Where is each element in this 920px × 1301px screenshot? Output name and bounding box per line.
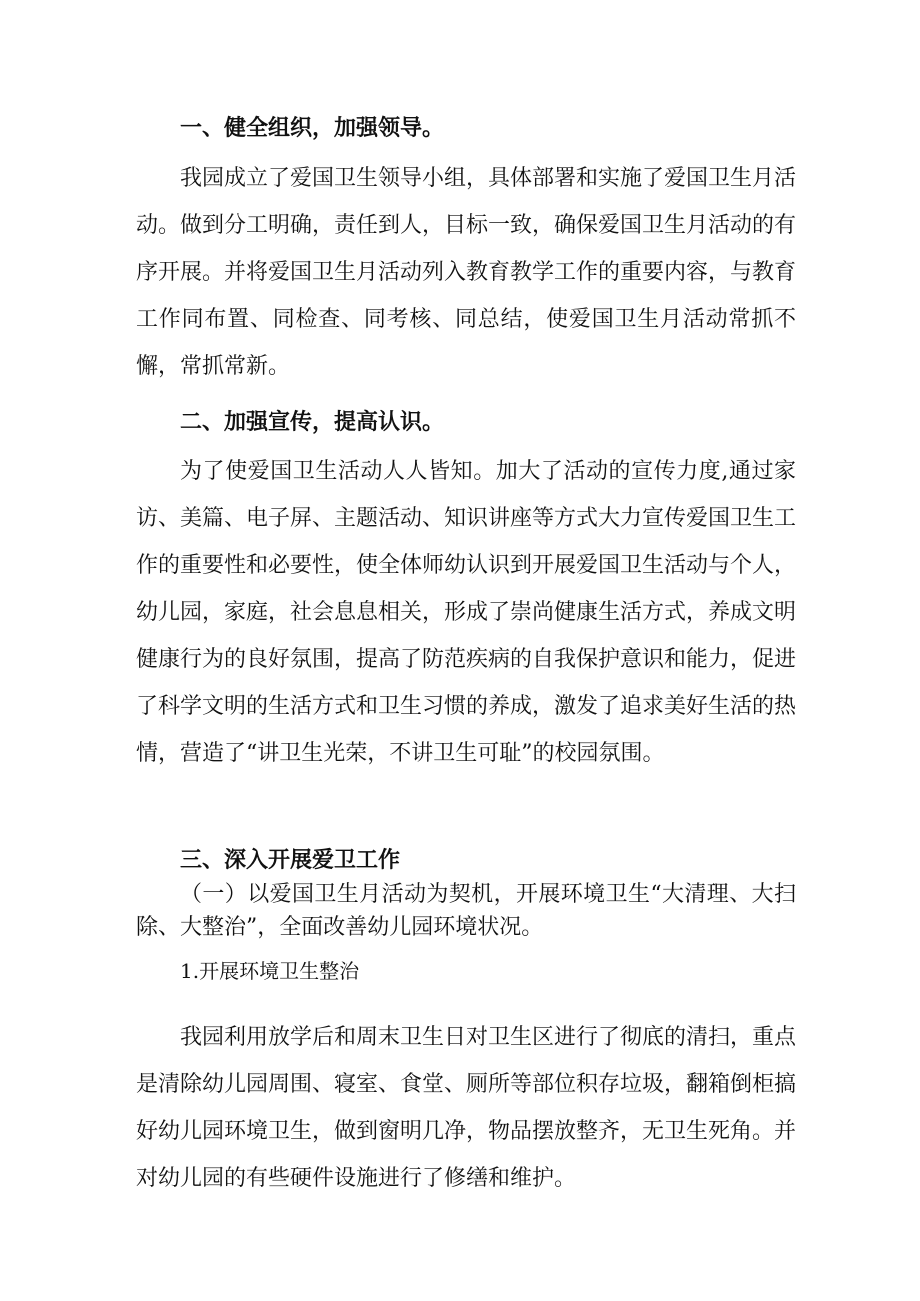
section-3-item-title: 1.开展环境卫生整治 — [180, 959, 360, 983]
section-3-heading: 三、深入开展爱卫工作 — [180, 848, 401, 873]
section-1-heading: 一、健全组织，加强领导。 — [180, 116, 445, 141]
section-1-paragraph: 我园成立了爱国卫生领导小组，具体部署和实施了爱国卫生月活动。做到分工明确，责任到人，目标一致，确保爱国卫生月活动的有序开展。并将爱国卫生月活动列入教育教学工作的重要内容，与教育工作同布置、同检查、同考核、同总结，使爱国卫生月活动常抓不懈，常抓常新。 — [136, 166, 797, 379]
section-2-heading: 二、加强宣传，提高认识。 — [180, 410, 445, 435]
section-3-sub-paragraph: （一）以爱国卫生月活动为契机，开展环境卫生“大清理、大扫除、大整治”，全面改善幼儿园环境状况。 — [136, 882, 796, 940]
section-3-paragraph: 我园利用放学后和周末卫生日对卫生区进行了彻底的清扫，重点是清除幼儿园周围、寝室、食堂、厕所等部位积存垃圾，翻箱倒柜搞好幼儿园环境卫生，做到窗明几净，物品摆放整齐，无卫生死角。并对幼儿园的有些硬件设施进行了修缮和维护。 — [136, 1025, 797, 1191]
section-2-paragraph: 为了使爱国卫生活动人人皆知。加大了活动的宣传力度,通过家访、美篇、电子屏、主题活动、知识讲座等方式大力宣传爱国卫生工作的重要性和必要性，使全体师幼认识到开展爱国卫生活动与个人，幼儿园，家庭，社会息息相关，形成了崇尚健康生活方式，养成文明健康行为的良好氛围，提高了防范疾病的自我保护意识和能力，促进了科学文明的生活方式和卫生习惯的养成，激发了追求美好生活的热情，营造了“讲卫生光荣，不讲卫生可耻”的校园氛围。 — [136, 459, 797, 766]
